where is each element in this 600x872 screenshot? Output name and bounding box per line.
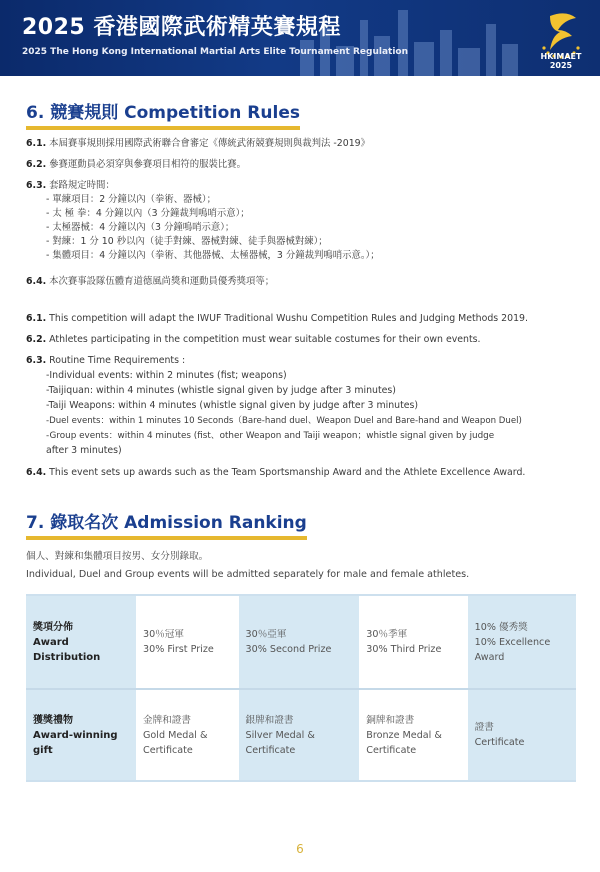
cell-line: 10% 優秀獎 — [474, 621, 528, 633]
rule-6-4-zh — [26, 275, 274, 289]
logo-text — [534, 52, 588, 70]
cell-line: 30％亞軍 — [245, 629, 287, 640]
table-cell — [468, 594, 576, 688]
rule-number: 6.2. — [26, 159, 47, 170]
rule-text: Routine Time Requirements : — [49, 355, 186, 366]
rule-text: 套路規定時間： — [49, 180, 115, 191]
table-cell — [359, 594, 467, 688]
logo-name: HKIMAET — [540, 52, 582, 61]
section-7-underline — [26, 536, 307, 540]
cell-line: 銀牌和證書 — [245, 714, 294, 726]
table-row — [26, 594, 576, 688]
row-header-en: Award-winning gift — [33, 729, 118, 756]
table-cell — [468, 688, 576, 782]
cell-line: 證書 — [474, 722, 494, 733]
cell-line: 30％冠軍 — [143, 629, 184, 640]
section-7-title — [26, 508, 307, 533]
cell-line: 30％季軍 — [366, 629, 408, 640]
list-item: -Group events：within 4 minutes (fist、other Weapon and Taiji weapon；whistle signal given by judge — [46, 431, 495, 441]
rule-6-2-zh — [26, 158, 246, 172]
rule-number: 6.2. — [26, 334, 47, 345]
rule-number: 6.1. — [26, 313, 47, 324]
list-item: -Individual events: within 2 minutes (fist; weapons) — [46, 370, 287, 381]
row-header-award-gift — [26, 688, 136, 782]
rule-text: 本屆賽事規則採用國際武術聯合會審定《傳統武術競賽規則與裁判法 -2019》 — [49, 138, 371, 149]
rule-number: 6.3. — [26, 180, 47, 191]
cell-line: Certificate — [143, 744, 193, 756]
page-header — [0, 0, 600, 76]
cell-line: Certificate — [245, 744, 296, 756]
list-item: after 3 minutes) — [46, 445, 122, 456]
cell-line: 30% Third Prize — [366, 644, 442, 655]
list-item: - 對練：1 分 10 秒以內（徒手對練、器械對練、徒手與器械對練）； — [46, 236, 328, 247]
cell-line: 金牌和證書 — [143, 714, 191, 726]
rule-6-1-en — [26, 312, 528, 326]
admission-note-zh: 個人、對練和集體項目按男、女分別錄取。 — [26, 551, 209, 562]
rule-number: 6.1. — [26, 138, 47, 149]
cell-line: Certificate — [366, 744, 417, 756]
table-row — [26, 688, 576, 782]
header-title: 2025 香港國際武術精英賽規程 — [22, 15, 341, 40]
logo-year: 2025 — [549, 61, 573, 70]
row-header-award-distribution — [26, 594, 136, 688]
list-item: -Taijiquan: within 4 minutes (whistle signal given by judge after 3 minutes) — [46, 385, 396, 396]
cell-line: 30% First Prize — [143, 644, 214, 655]
rule-number: 6.3. — [26, 355, 47, 366]
cell-line: Bronze Medal & — [366, 729, 442, 741]
rule-6-4-en — [26, 466, 525, 480]
section-6-title-text: 6. 競賽規則 Competition Rules — [26, 103, 300, 123]
table-cell — [136, 594, 239, 688]
cell-line: Silver Medal & — [245, 729, 315, 741]
header-subtitle: 2025 The Hong Kong International Martial Arts Elite Tournament Regulation — [22, 47, 408, 57]
section-7-title-text: 7. 錄取名次 Admission Ranking — [26, 513, 307, 533]
rule-6-3-zh — [26, 179, 115, 193]
rule-text: This event sets up awards such as the Team Sportsmanship Award and the Athlete Excellence Award. — [49, 467, 526, 478]
rule-6-1-zh — [26, 137, 370, 151]
rule-text: This competition will adapt the IWUF Traditional Wushu Competition Rules and Judging Methods 2019. — [49, 313, 529, 324]
list-item: - 太 極 拳：4 分鐘以內（3 分鐘裁判鳴哨示意）； — [46, 208, 250, 219]
cell-line: 30% Second Prize — [245, 644, 332, 655]
rule-text: Athletes participating in the competition must wear suitable costumes for their own events. — [49, 334, 481, 345]
list-item: - 太極器械：4 分鐘以內（3 分鐘鳴哨示意）； — [46, 222, 235, 233]
award-table — [26, 594, 576, 782]
table-cell — [239, 688, 360, 782]
cell-line: 10% Excellence — [474, 636, 551, 648]
cell-line: Gold Medal & — [143, 729, 208, 741]
rule-6-3-en — [26, 354, 185, 368]
row-header-en: Award Distribution — [33, 636, 101, 663]
table-cell — [239, 594, 360, 688]
rule-number: 6.4. — [26, 467, 47, 478]
cell-line: Award — [474, 651, 505, 663]
table-cell — [359, 688, 467, 782]
cell-line: 銅牌和證書 — [366, 714, 415, 726]
list-item: - 集體項目：4 分鐘以內（拳術、其他器械、太極器械，3 分鐘裁判鳴哨示意。）； — [46, 250, 380, 261]
list-item: -Duel events：within 1 minutes 10 Seconds（Bare-hand duel、Weapon Duel and Bare-hand and Weapon Duel) — [46, 416, 522, 426]
section-6-title — [26, 98, 300, 123]
table-cell — [136, 688, 239, 782]
rule-text: 本次賽事設隊伍體育道德風尚獎和運動員優秀獎項等； — [49, 276, 275, 287]
rule-number: 6.4. — [26, 276, 47, 287]
page-number: 6 — [296, 842, 304, 856]
rule-6-2-en — [26, 333, 481, 347]
rule-text: 參賽運動員必須穿與參賽項目相符的服裝比賽。 — [49, 159, 247, 170]
cell-line: Certificate — [474, 737, 525, 748]
list-item: -Taiji Weapons: within 4 minutes (whistle signal given by judge after 3 minutes) — [46, 400, 419, 411]
list-item: - 單練項目：2 分鐘以內（拳術、器械）； — [46, 194, 216, 205]
section-6-underline — [26, 126, 300, 130]
row-header-zh: 獲獎禮物 — [33, 714, 73, 726]
row-header-zh: 獎項分佈 — [33, 621, 73, 633]
admission-note-en: Individual, Duel and Group events will be admitted separately for male and female athletes. — [26, 569, 470, 580]
